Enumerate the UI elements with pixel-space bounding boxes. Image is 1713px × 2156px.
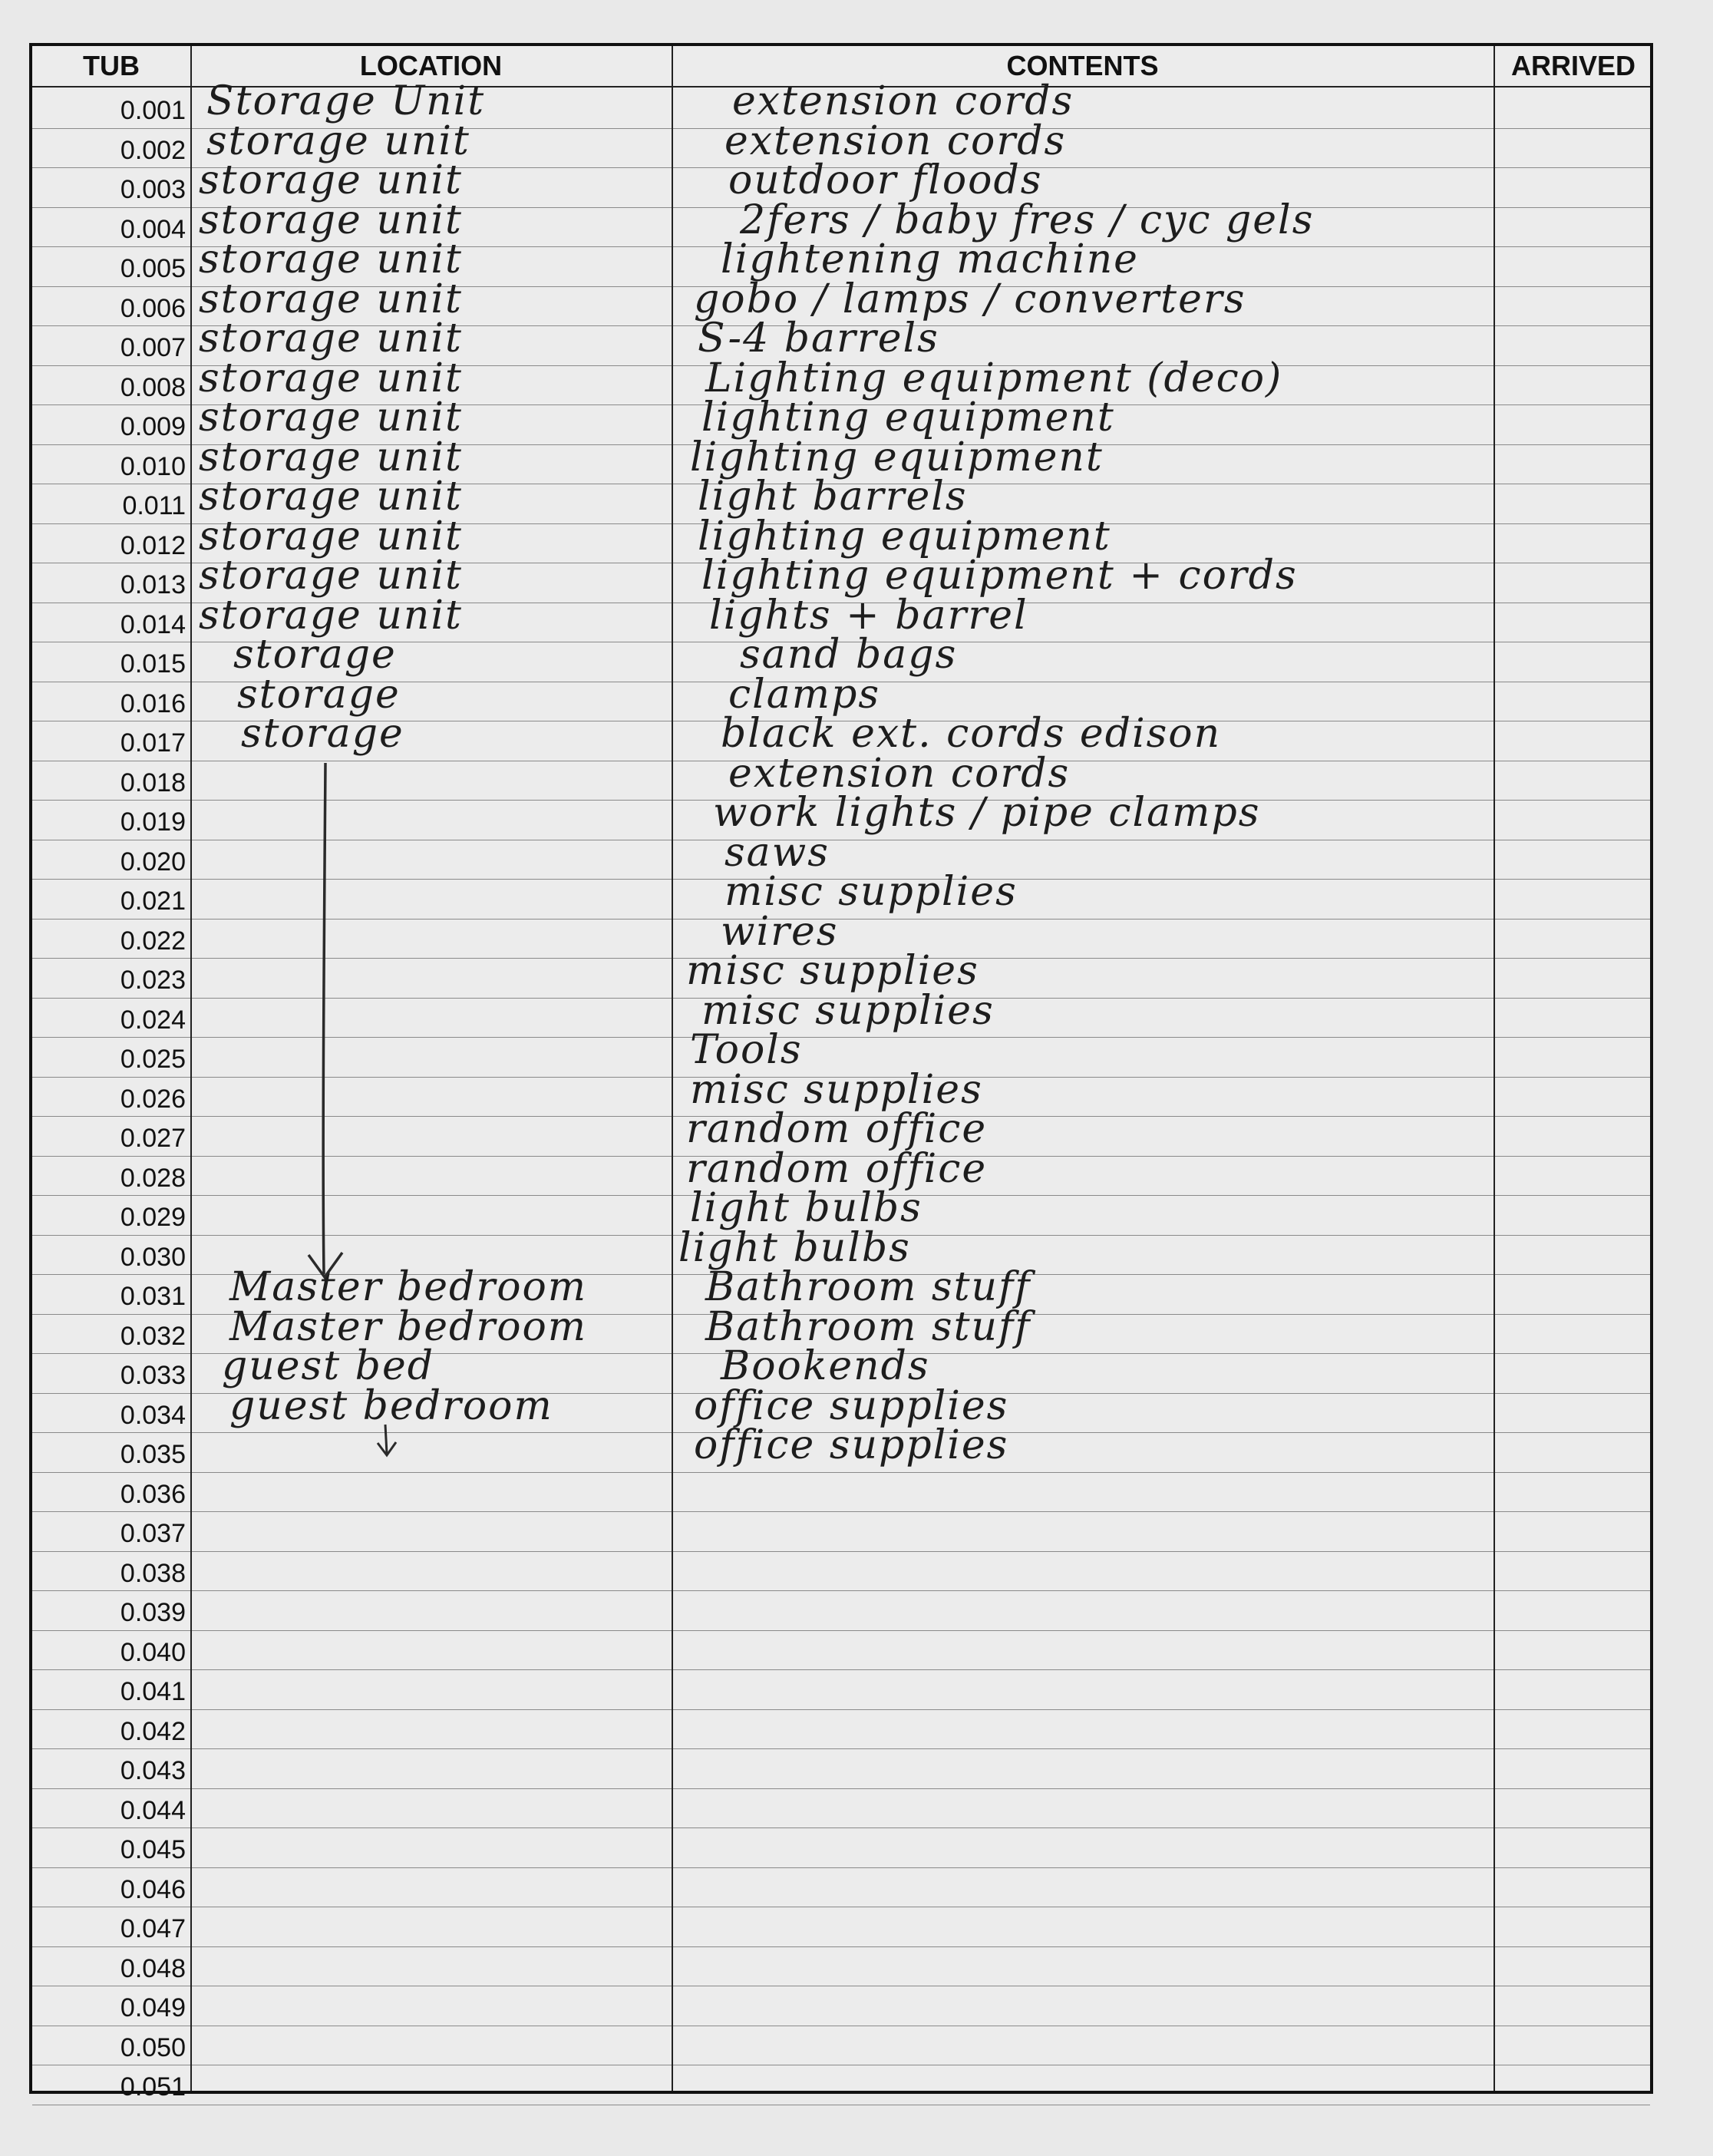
header-location: LOCATION xyxy=(359,50,503,81)
tub-number: 0.007 xyxy=(120,333,186,362)
arrived-cell[interactable] xyxy=(1494,1670,1650,1709)
tub-number: 0.005 xyxy=(120,254,186,283)
table-row xyxy=(32,2026,1650,2066)
table-row xyxy=(32,1947,1650,1987)
table-row xyxy=(32,1868,1650,1908)
tub-number: 0.042 xyxy=(120,1716,186,1746)
contents-cell: misc supplies xyxy=(690,1066,983,1113)
table-row xyxy=(32,1789,1650,1829)
arrived-cell[interactable] xyxy=(1494,2065,1650,2105)
tub-number: 0.021 xyxy=(120,887,186,916)
arrived-cell[interactable] xyxy=(1494,445,1650,484)
table-row xyxy=(32,1907,1650,1947)
location-cell: Master bedroom xyxy=(229,1303,588,1350)
location-cell: guest bedroom xyxy=(229,1382,553,1429)
column-divider-tub xyxy=(190,46,192,2091)
tub-number: 0.020 xyxy=(120,847,186,877)
arrived-cell[interactable] xyxy=(1494,1710,1650,1749)
location-cell: storage unit xyxy=(199,592,463,639)
table-row xyxy=(32,1986,1650,2026)
contents-cell: extension cords xyxy=(728,750,1071,797)
tub-number: 0.013 xyxy=(120,570,186,599)
arrived-cell[interactable] xyxy=(1494,326,1650,365)
arrived-cell[interactable] xyxy=(1494,1749,1650,1788)
tub-number: 0.010 xyxy=(120,451,186,481)
contents-cell: Bathroom stuff xyxy=(705,1303,1031,1350)
arrived-cell[interactable] xyxy=(1494,524,1650,563)
contents-cell: light bulbs xyxy=(690,1185,923,1231)
contents-cell: work lights / pipe clamps xyxy=(713,790,1261,836)
tub-number: 0.003 xyxy=(120,175,186,204)
header-tub: TUB xyxy=(83,50,140,81)
table-row xyxy=(32,1670,1650,1710)
arrived-cell[interactable] xyxy=(1494,1038,1650,1077)
arrived-cell[interactable] xyxy=(1494,484,1650,523)
column-divider-location xyxy=(672,46,673,2091)
contents-cell: Bathroom stuff xyxy=(705,1264,1031,1310)
tub-number: 0.014 xyxy=(120,609,186,639)
tub-number: 0.024 xyxy=(120,1005,186,1035)
tub-number: 0.032 xyxy=(120,1321,186,1351)
arrived-cell[interactable] xyxy=(1494,1868,1650,1907)
arrived-cell[interactable] xyxy=(1494,642,1650,682)
contents-cell: office supplies xyxy=(694,1422,1009,1468)
tub-number: 0.048 xyxy=(120,1953,186,1983)
location-cell: storage unit xyxy=(199,157,463,203)
tub-number: 0.025 xyxy=(120,1045,186,1074)
location-cell: storage unit xyxy=(199,553,463,599)
tub-number: 0.016 xyxy=(120,688,186,718)
tub-number: 0.049 xyxy=(120,1993,186,2022)
contents-cell: lighting equipment xyxy=(698,513,1111,560)
arrived-cell[interactable] xyxy=(1494,168,1650,207)
tub-number: 0.017 xyxy=(120,728,186,758)
arrived-cell[interactable] xyxy=(1494,1473,1650,1512)
tub-number: 0.044 xyxy=(120,1795,186,1825)
table-row xyxy=(32,987,1650,1038)
location-cell: storage unit xyxy=(199,513,463,560)
contents-cell: light bulbs xyxy=(678,1224,911,1271)
tub-number: 0.001 xyxy=(120,96,186,125)
arrived-cell[interactable] xyxy=(1494,761,1650,801)
table-row xyxy=(32,1473,1650,1513)
tub-number: 0.041 xyxy=(120,1677,186,1706)
tub-number: 0.023 xyxy=(120,966,186,995)
tub-number: 0.026 xyxy=(120,1084,186,1114)
contents-cell: Tools xyxy=(690,1027,803,1073)
tub-number: 0.051 xyxy=(120,2072,186,2102)
tub-number: 0.040 xyxy=(120,1637,186,1667)
table-row xyxy=(32,1591,1650,1631)
tub-number: 0.019 xyxy=(120,807,186,837)
arrived-cell[interactable] xyxy=(1494,2026,1650,2065)
contents-cell: saws xyxy=(724,829,830,876)
arrived-cell[interactable] xyxy=(1494,1157,1650,1196)
tub-number: 0.043 xyxy=(120,1756,186,1785)
inventory-sheet xyxy=(29,43,1653,2102)
arrived-cell[interactable] xyxy=(1494,1789,1650,1828)
arrived-cell[interactable] xyxy=(1494,287,1650,326)
table-row xyxy=(32,1749,1650,1789)
tub-number: 0.039 xyxy=(120,1598,186,1627)
table-row xyxy=(32,1631,1650,1671)
contents-cell: lighting equipment xyxy=(690,434,1104,480)
tub-number: 0.009 xyxy=(120,412,186,441)
tub-number: 0.033 xyxy=(120,1361,186,1390)
contents-cell: clamps xyxy=(728,671,881,718)
contents-cell: black ext. cords edison xyxy=(721,711,1222,757)
contents-cell: lighting equipment xyxy=(701,395,1115,441)
arrived-cell[interactable] xyxy=(1494,682,1650,721)
tub-number: 0.015 xyxy=(120,649,186,678)
contents-cell: sand bags xyxy=(740,632,958,678)
location-cell: Storage Unit xyxy=(206,78,486,124)
location-cell: storage unit xyxy=(199,395,463,441)
table-row xyxy=(32,2065,1650,2105)
arrived-cell[interactable] xyxy=(1494,1986,1650,2026)
location-cell: storage unit xyxy=(199,196,463,243)
location-cell: storage unit xyxy=(199,276,463,322)
tub-number: 0.045 xyxy=(120,1835,186,1864)
location-cell: storage unit xyxy=(206,117,470,164)
contents-cell: wires xyxy=(721,908,839,955)
tub-number: 0.037 xyxy=(120,1519,186,1548)
arrived-cell[interactable] xyxy=(1494,880,1650,919)
contents-cell: extension cords xyxy=(724,117,1067,164)
table-row xyxy=(32,1552,1650,1592)
table-row xyxy=(32,869,1650,920)
tub-number: 0.034 xyxy=(120,1400,186,1430)
tub-number: 0.018 xyxy=(120,768,186,797)
tub-number: 0.027 xyxy=(120,1124,186,1153)
arrived-cell[interactable] xyxy=(1494,920,1650,959)
location-cell: storage unit xyxy=(199,474,463,520)
table-row xyxy=(32,1512,1650,1552)
arrived-cell[interactable] xyxy=(1494,959,1650,998)
table-row xyxy=(32,790,1650,840)
location-cell: storage xyxy=(233,632,397,678)
arrived-cell[interactable] xyxy=(1494,1117,1650,1156)
arrived-cell[interactable] xyxy=(1494,1907,1650,1946)
contents-cell: 2fers / baby fres / cyc gels xyxy=(740,196,1315,243)
location-cell: storage unit xyxy=(199,315,463,362)
contents-cell: lightening machine xyxy=(721,236,1139,282)
tub-number: 0.004 xyxy=(120,214,186,244)
contents-cell: extension cords xyxy=(732,78,1074,124)
contents-cell: lighting equipment + cords xyxy=(701,553,1298,599)
tub-number: 0.022 xyxy=(120,926,186,956)
table-row xyxy=(32,1828,1650,1868)
location-cell: guest bed xyxy=(222,1343,435,1389)
arrived-cell[interactable] xyxy=(1494,801,1650,840)
contents-cell: random office xyxy=(686,1145,988,1192)
contents-cell: misc supplies xyxy=(701,987,995,1034)
tub-number: 0.046 xyxy=(120,1874,186,1904)
tub-number: 0.008 xyxy=(120,372,186,402)
arrived-cell[interactable] xyxy=(1494,999,1650,1038)
contents-cell: Lighting equipment (deco) xyxy=(705,355,1283,401)
arrived-cell[interactable] xyxy=(1494,1828,1650,1867)
arrived-cell[interactable] xyxy=(1494,129,1650,168)
contents-cell: light barrels xyxy=(698,474,968,520)
tub-number: 0.002 xyxy=(120,135,186,165)
tub-number: 0.029 xyxy=(120,1203,186,1232)
arrived-cell[interactable] xyxy=(1494,1196,1650,1235)
arrived-cell[interactable] xyxy=(1494,1078,1650,1117)
arrived-cell[interactable] xyxy=(1494,1631,1650,1670)
tub-number: 0.038 xyxy=(120,1558,186,1588)
tub-number: 0.028 xyxy=(120,1163,186,1193)
location-cell: storage xyxy=(241,711,404,757)
arrived-cell[interactable] xyxy=(1494,1394,1650,1433)
tub-number: 0.035 xyxy=(120,1440,186,1469)
arrived-cell[interactable] xyxy=(1494,1947,1650,1986)
arrived-cell[interactable] xyxy=(1494,208,1650,247)
contents-cell: outdoor floods xyxy=(728,157,1043,203)
arrived-cell[interactable] xyxy=(1494,405,1650,444)
contents-cell: S-4 barrels xyxy=(698,315,939,362)
tub-number: 0.030 xyxy=(120,1242,186,1272)
header-arrived: ARRIVED xyxy=(1510,50,1636,81)
location-cell: storage unit xyxy=(199,434,463,480)
contents-cell: lights + barrel xyxy=(709,592,1028,639)
arrived-cell[interactable] xyxy=(1494,1315,1650,1354)
tub-number: 0.036 xyxy=(120,1479,186,1509)
location-cell: storage unit xyxy=(199,236,463,282)
location-cell: storage xyxy=(237,671,401,718)
contents-cell: office supplies xyxy=(694,1382,1009,1429)
table-row xyxy=(32,1422,1650,1473)
arrived-cell[interactable] xyxy=(1494,603,1650,642)
arrived-cell[interactable] xyxy=(1494,840,1650,880)
arrived-cell[interactable] xyxy=(1494,1512,1650,1551)
arrived-cell[interactable] xyxy=(1494,1236,1650,1275)
contents-cell: Bookends xyxy=(721,1343,930,1389)
arrived-cell[interactable] xyxy=(1494,721,1650,761)
contents-cell: random office xyxy=(686,1106,988,1152)
contents-cell: misc supplies xyxy=(686,948,979,994)
arrived-cell[interactable] xyxy=(1494,89,1650,128)
tub-number: 0.012 xyxy=(120,530,186,560)
arrived-cell[interactable] xyxy=(1494,1354,1650,1393)
header-contents: CONTENTS xyxy=(1006,50,1159,81)
contents-cell: gobo / lamps / converters xyxy=(694,276,1246,322)
arrived-cell[interactable] xyxy=(1494,563,1650,603)
column-divider-contents xyxy=(1494,46,1495,2091)
arrived-cell[interactable] xyxy=(1494,247,1650,286)
tub-number: 0.050 xyxy=(120,2032,186,2062)
arrived-cell[interactable] xyxy=(1494,1433,1650,1472)
tub-number: 0.006 xyxy=(120,293,186,323)
contents-cell: misc supplies xyxy=(724,869,1018,915)
tub-number: 0.047 xyxy=(120,1914,186,1943)
location-cell: storage unit xyxy=(199,355,463,401)
arrived-cell[interactable] xyxy=(1494,1552,1650,1591)
tub-number: 0.011 xyxy=(122,491,186,520)
location-cell: Master bedroom xyxy=(229,1264,588,1310)
tub-number: 0.031 xyxy=(120,1282,186,1311)
arrived-cell[interactable] xyxy=(1494,1591,1650,1630)
arrived-cell[interactable] xyxy=(1494,366,1650,405)
arrived-cell[interactable] xyxy=(1494,1275,1650,1314)
table-row xyxy=(32,1710,1650,1750)
